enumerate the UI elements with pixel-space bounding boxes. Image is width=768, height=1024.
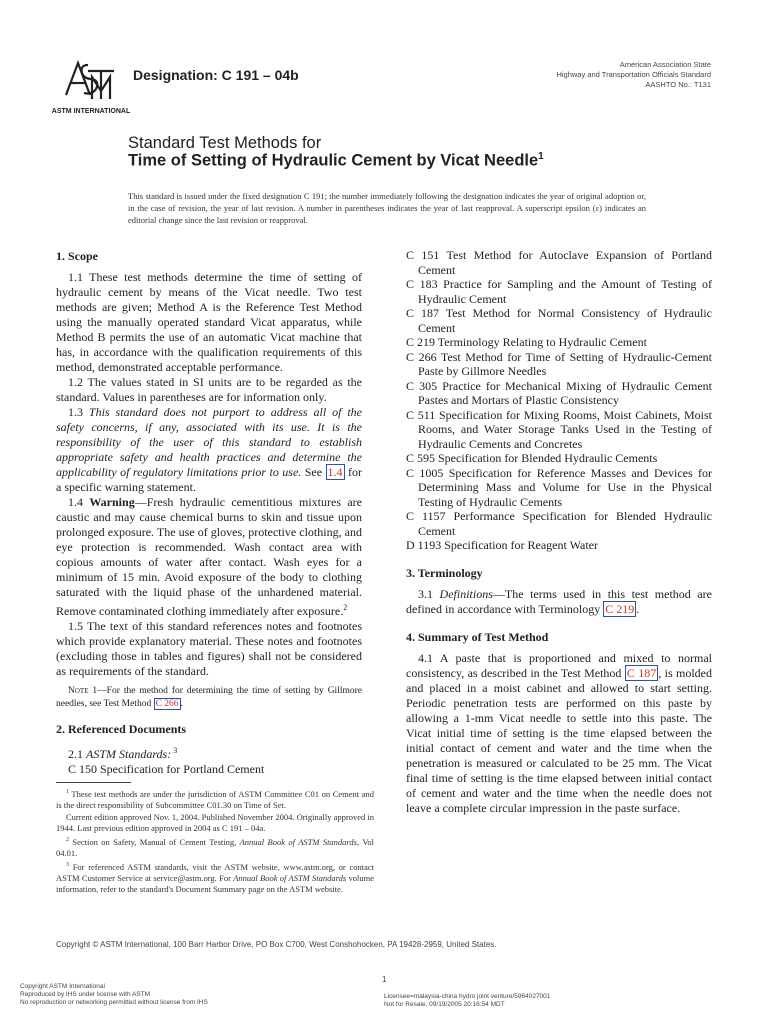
- para-1-5: 1.5 The text of this standard references notes and footnotes which provide explanatory material. These notes and footnotes (excluding those in tables and figures) shall not be considered as requirements of the standard.: [56, 619, 362, 678]
- left-column: [56, 248, 362, 777]
- title-footnote-ref: 1: [538, 151, 544, 162]
- aashto-line: AASHTO No.: T131: [645, 80, 711, 89]
- footnote-1b: Current edition approved Nov. 1, 2004. Published November 2004. Originally approved in 1944. Last previous edition approved in 2004 as C 191 – 04a.: [56, 811, 374, 834]
- para-1-1: 1.1 These test methods determine the time of setting of hydraulic cement by means of the Vicat needle. Two test methods are given; Method A is the Reference Test Method using the manually operated standard Vicat apparatus, while Method B permits the use of an automatic Vicat machine that has, in accordance with the qualification requirements of this method, demonstrated acceptable performance.: [56, 270, 362, 374]
- text: for a specific warning statement.: [56, 465, 362, 494]
- para-3-1: [406, 587, 712, 617]
- license-line: Licensee=malaysia-china hydro joint venture/5964027001: [384, 993, 551, 1000]
- text: .: [636, 601, 640, 616]
- note-label: Note 1: [68, 686, 98, 696]
- page-number: 1: [382, 975, 387, 984]
- footnote-ref: 3: [171, 746, 178, 755]
- reference-item: C 266 Test Method for Time of Setting of Hydraulic-Cement Paste by Gillmore Needles: [406, 349, 712, 378]
- license-line: No reproduction or networking permitted without license from IHS: [20, 999, 208, 1006]
- text: .: [180, 699, 183, 709]
- logo-wordmark: ASTM INTERNATIONAL: [51, 108, 131, 115]
- warning-text: —Fresh hydraulic cementitious mixtures are caustic and may cause chemical burns to skin and tissue upon prolonged exposure. The use of gloves, protective clothing, and eye protection is recommended. Wash contact area with copious amounts of water after contact. Wash eyes for a minimum of 15 min. Avoid exposure of the body to clothing saturated with the liquid phase of the unhardened material. Remove contaminated clothing immediately after exposure.: [56, 495, 362, 618]
- reference-item: C 187 Test Method for Normal Consistency of Hydraulic Cement: [406, 306, 712, 335]
- title-line-1: Standard Test Methods for: [128, 134, 322, 152]
- footnote-text: Section on Safety, Manual of Cement Testing,: [69, 836, 240, 847]
- para-number: 2.1: [68, 747, 86, 761]
- reference-item: C 151 Test Method for Autoclave Expansion of Portland Cement: [406, 248, 712, 277]
- footnote-3: [56, 860, 374, 896]
- title-text: Time of Setting of Hydraulic Cement by Vicat Needle: [128, 151, 539, 170]
- note-1: [56, 685, 362, 711]
- right-column: [406, 248, 712, 816]
- text: , is molded and placed in a moist cabinet and allowed to start setting. Periodic penetration tests are performed on this paste by allowing a 1-mm Vicat needle to settle into this paste. The Vicat initial time of setting is the time elapsed between the initial contact of cement and water and the time when the penetration is measured or calculated to be 25 mm. The Vicat final time of setting is the time elapsed between initial contact of cement and water and the time when the needle does not leave a complete circular impression in the paste surface.: [406, 665, 712, 815]
- link-section-1-4[interactable]: 1.4: [327, 465, 343, 479]
- astm-logo: [51, 55, 131, 117]
- para-number: 1.3: [68, 405, 89, 419]
- footnote-italic: Annual Book of ASTM Standards: [239, 836, 357, 847]
- link-c187[interactable]: C 187: [626, 665, 657, 680]
- reference-item: C 595 Specification for Blended Hydraulic Cements: [406, 451, 658, 465]
- reference-item: C 511 Specification for Mixing Rooms, Moist Cabinets, Moist Rooms, and Water Storage Tanks Used in the Testing of Hydraulic Cements and Concretes: [406, 407, 712, 451]
- footnote-text: , Vol 04.01.: [56, 836, 374, 859]
- note-text: —For the method for determining the time of setting by Gillmore needles, see Test Method: [56, 686, 362, 709]
- footnote-1: [56, 787, 374, 812]
- section-heading-referenced-documents: 2. Referenced Documents: [56, 722, 187, 736]
- reference-item: D 1193 Specification for Reagent Water: [406, 538, 598, 552]
- reference-item: C 1157 Performance Specification for Blended Hydraulic Cement: [406, 509, 712, 538]
- para-1-2: 1.2 The values stated in SI units are to be regarded as the standard. Values in parentheses are for information only.: [56, 375, 362, 404]
- para-4-1: [406, 651, 712, 816]
- section-heading-scope: 1. Scope: [56, 249, 98, 263]
- title-line-2: [128, 151, 544, 171]
- footnote-text: volume information, refer to the standard's Document Summary page on the ASTM website.: [56, 872, 374, 895]
- warning-label: Warning: [89, 495, 135, 509]
- footnote-text: For referenced ASTM standards, visit the ASTM website, www.astm.org, or contact ASTM Customer Service at service@astm.org. For: [56, 861, 374, 883]
- footnote-2: [56, 835, 374, 860]
- license-line: Not for Resale, 09/19/2005 20:16:54 MDT: [384, 1001, 505, 1008]
- text: —The terms used in this test method are defined in accordance with Terminology: [406, 586, 712, 616]
- footnote-italic: Annual Book of ASTM Standards: [233, 872, 347, 883]
- reference-item: C 150 Specification for Portland Cement: [68, 762, 265, 776]
- section-heading-terminology: 3. Terminology: [406, 565, 483, 580]
- link-c266[interactable]: C 266: [155, 699, 179, 709]
- link-c219[interactable]: C 219: [605, 601, 635, 616]
- footnote-number: 2: [66, 836, 69, 843]
- para-2-1: [56, 743, 362, 762]
- footnote-number: 3: [66, 861, 69, 868]
- designation: Designation: C 191 – 04b: [133, 67, 299, 83]
- license-line: Reproduced by IHS under license with ASTM: [20, 991, 151, 998]
- para-1-3: [56, 405, 362, 495]
- license-line: Copyright ASTM International: [20, 983, 105, 990]
- text: 4.1 A paste that is proportioned and mixed to normal consistency, as described in the Test Method: [406, 650, 712, 680]
- footnote-text: These test methods are under the jurisdiction of ASTM Committee C01 on Cement and is the direct responsibility of Subcommittee C01.30 on Time of Set.: [56, 788, 374, 811]
- safety-statement: This standard does not purport to address all of the safety concerns, if any, associated with its use. It is the responsibility of the user of this standard to establish appropriate safety and health practices and determine the applicability of regulatory limitations prior to use.: [56, 405, 363, 479]
- para-1-4: [56, 495, 362, 619]
- section-heading-summary: 4. Summary of Test Method: [406, 629, 549, 644]
- reference-item: C 305 Practice for Mechanical Mixing of Hydraulic Cement Pastes and Mortars of Plastic Consistency: [406, 378, 712, 407]
- reference-item: C 219 Terminology Relating to Hydraulic Cement: [406, 335, 647, 349]
- reference-item: C 1005 Specification for Reference Masses and Devices for Determining Mass and Volume for Use in the Physical Testing of Hydraulic Cements: [406, 465, 712, 509]
- para-number: 1.4: [68, 495, 90, 509]
- text: See: [301, 465, 326, 479]
- para-number: 3.1: [418, 586, 440, 601]
- intro-statement: This standard is issued under the fixed designation C 191; the number immediately following the designation indicates the year of original adoption or, in the case of revision, the year of last revision. A number in parentheses indicates the year of last reapproval. A superscript epsilon (ε) indicates an editorial change since the last revision or reapproval.: [128, 191, 646, 225]
- footnote-number: 1: [66, 789, 69, 795]
- astm-standards-label: ASTM Standards:: [86, 747, 172, 761]
- definitions-label: Definitions: [439, 586, 493, 601]
- aashto-block: [471, 60, 711, 90]
- aashto-line: Highway and Transportation Officials Standard: [556, 70, 711, 79]
- copyright-line: Copyright © ASTM International, 100 Barr Harbor Drive, PO Box C700, West Conshohocken, PA 19428-2959, United States.: [56, 940, 497, 949]
- footnote-ref: 2: [343, 603, 348, 612]
- license-notice-right: [384, 993, 550, 1009]
- footnote-divider: [56, 782, 131, 783]
- license-notice-left: [20, 983, 208, 1007]
- footnotes: [56, 787, 374, 896]
- aashto-line: American Association State: [619, 60, 711, 69]
- reference-item: C 183 Practice for Sampling and the Amount of Testing of Hydraulic Cement: [406, 277, 712, 306]
